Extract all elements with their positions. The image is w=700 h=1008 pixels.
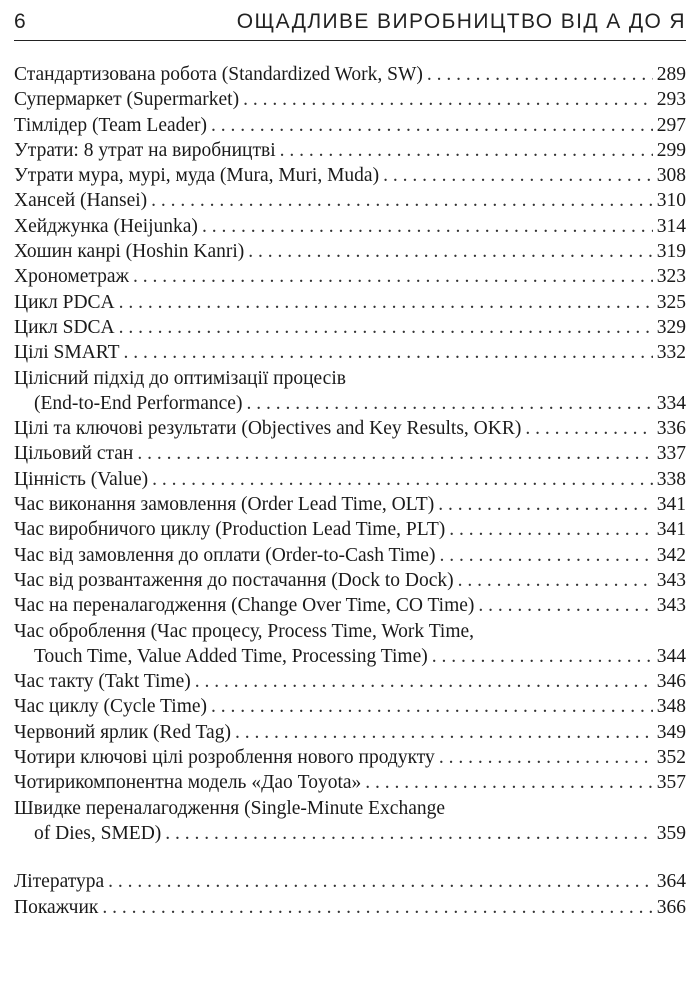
toc-entry-page: 343 <box>656 569 686 591</box>
dot-leader <box>195 669 653 694</box>
toc-entry[interactable] <box>14 315 686 340</box>
dot-leader <box>458 568 653 593</box>
toc-entry-page: 293 <box>656 89 686 111</box>
toc-entry-page: 341 <box>656 494 686 516</box>
toc-entry-page: 366 <box>656 896 686 918</box>
toc-entry-title: Стандартизована робота (Standardized Work, SW) <box>14 64 423 85</box>
dot-leader <box>133 264 653 289</box>
toc-entry[interactable] <box>14 492 686 517</box>
toc-entry[interactable] <box>14 264 686 289</box>
toc-entry[interactable] <box>14 62 686 87</box>
toc-entry-title: Час такту (Takt Time) <box>14 671 191 693</box>
toc-entry-page: 342 <box>656 544 686 566</box>
toc-entry-title: Час циклу (Cycle Time) <box>14 696 208 718</box>
toc-entry-page: 344 <box>656 645 686 667</box>
toc-entry-page: 319 <box>656 241 686 263</box>
toc-entry[interactable] <box>14 543 686 568</box>
toc-entry-page: 364 <box>656 871 686 893</box>
toc-entry-page: 349 <box>656 721 686 743</box>
toc-entry[interactable] <box>14 517 686 542</box>
toc-entry[interactable] <box>14 87 686 112</box>
toc-entry[interactable] <box>14 568 686 593</box>
toc-entry[interactable] <box>14 720 686 745</box>
section-gap <box>14 846 686 869</box>
toc-entry-title: Час від замовлення до оплати (Order-to-Cash Time) <box>14 544 436 566</box>
toc-entry-title: Час виконання замовлення (Order Lead Time, OLT) <box>14 494 435 516</box>
toc-entry-page: 337 <box>656 443 686 465</box>
toc-entry[interactable] <box>14 869 686 894</box>
toc-entry[interactable] <box>14 163 686 188</box>
toc-entry-page: 323 <box>656 266 686 288</box>
dot-leader <box>137 441 652 466</box>
toc-entry-page: 325 <box>656 291 686 313</box>
dot-leader <box>211 113 653 138</box>
toc-entry-title: Утрати мура, мурі, муда (Mura, Muri, Muda) <box>14 165 380 187</box>
toc-entry-title: Хошин канрі (Hoshin Kanri) <box>14 241 245 263</box>
toc-entry-title: Чотири ключові цілі розроблення нового продукту <box>14 747 435 769</box>
toc-entry-title: Література <box>14 871 105 893</box>
dot-leader <box>439 745 653 770</box>
toc-entry[interactable] <box>14 290 686 315</box>
toc-entry-page: 357 <box>656 772 686 794</box>
toc-entry[interactable] <box>14 340 686 365</box>
running-title: ОЩАДЛИВЕ ВИРОБНИЦТВО ВІД А ДО Я <box>236 10 686 33</box>
toc-entry[interactable] <box>14 239 686 264</box>
toc-entry[interactable] <box>14 113 686 138</box>
toc-entry-page: 341 <box>656 519 686 541</box>
dot-leader <box>102 895 652 920</box>
toc-entry[interactable] <box>14 188 686 213</box>
dot-leader <box>152 467 653 492</box>
dot-leader <box>124 340 653 365</box>
dot-leader <box>438 492 653 517</box>
toc-entry[interactable] <box>14 619 686 670</box>
toc-entry-page: 332 <box>656 342 686 364</box>
toc-entry[interactable] <box>14 745 686 770</box>
toc-entry-title-continuation: Touch Time, Value Added Time, Processing Time) <box>34 645 428 667</box>
toc-entry-title: Час оброблення (Час процесу, Process Time, Work Time, <box>14 620 475 642</box>
toc-entry[interactable] <box>14 138 686 163</box>
toc-entry-title: Цілі та ключові результати (Objectives and Key Results, OKR) <box>14 418 522 440</box>
toc-entry[interactable] <box>14 441 686 466</box>
toc-entry-page: 329 <box>656 316 686 338</box>
dot-leader <box>427 62 653 87</box>
toc-entry-page: 308 <box>656 165 686 187</box>
toc-entry-title-continuation: of Dies, SMED) <box>34 822 162 844</box>
dot-leader <box>246 391 652 416</box>
toc-entry-title: Покажчик <box>14 896 99 918</box>
toc-entry-page: 314 <box>656 215 686 237</box>
toc-entry[interactable] <box>14 669 686 694</box>
toc-entry-page: 359 <box>656 822 686 844</box>
dot-leader <box>280 138 653 163</box>
toc-entry-page: 310 <box>656 190 686 212</box>
dot-leader <box>243 87 653 112</box>
toc-entry-page: 346 <box>656 671 686 693</box>
toc-entry-title: Цілісний підхід до оптимізації процесів <box>14 367 346 389</box>
toc-entry-title: Тімлідер (Team Leader) <box>14 114 208 136</box>
toc-entry-page: 336 <box>656 418 686 440</box>
toc-entry-title: Чотирикомпонентна модель «Дао Toyota» <box>14 772 362 794</box>
toc-entry-title: Утрати: 8 утрат на виробництві <box>14 139 276 161</box>
dot-leader <box>432 644 653 669</box>
toc-entry-page: 299 <box>656 139 686 161</box>
toc-entry[interactable] <box>14 416 686 441</box>
toc-entry-title: Час виробничого циклу (Production Lead Time, PLT) <box>14 519 446 541</box>
toc-entry-page: 334 <box>656 392 686 414</box>
toc-entry[interactable] <box>14 366 686 417</box>
toc-entry-title: Цілі SMART <box>14 342 120 364</box>
page-header <box>14 0 686 41</box>
toc-entry[interactable] <box>14 770 686 795</box>
toc-entry[interactable] <box>14 214 686 239</box>
toc-entry[interactable] <box>14 593 686 618</box>
dot-leader <box>439 543 652 568</box>
toc-entry[interactable] <box>14 694 686 719</box>
toc-entry[interactable] <box>14 796 686 847</box>
dot-leader <box>449 517 653 542</box>
dot-leader <box>119 315 653 340</box>
toc-entry-title: Цінність (Value) <box>14 468 149 490</box>
dot-leader <box>383 163 653 188</box>
toc-entry-title: Цикл SDCA <box>14 316 115 338</box>
toc-entry-page: 348 <box>656 696 686 718</box>
dot-leader <box>248 239 652 264</box>
dot-leader <box>202 214 653 239</box>
toc-entry-title: Червоний ярлик (Red Tag) <box>14 721 231 743</box>
dot-leader <box>525 416 652 441</box>
toc-entry-title-continuation: (End-to-End Performance) <box>34 392 243 414</box>
toc-entry-title: Супермаркет (Supermarket) <box>14 89 240 111</box>
toc-entry-page: 338 <box>656 468 686 490</box>
toc-entry[interactable] <box>14 895 686 920</box>
toc-entry-page: 343 <box>656 595 686 617</box>
toc-entry-title: Хейджунка (Heijunka) <box>14 215 198 237</box>
toc-entry[interactable] <box>14 467 686 492</box>
page-number: 6 <box>14 10 26 33</box>
toc-entry-title: Хансей (Hansei) <box>14 190 148 212</box>
dot-leader <box>151 188 653 213</box>
toc-entry-title: Хронометраж <box>14 266 130 288</box>
dot-leader <box>211 694 653 719</box>
dot-leader <box>365 770 652 795</box>
toc-entry-page: 297 <box>656 114 686 136</box>
toc-entry-title: Час від розвантаження до постачання (Dock to Dock) <box>14 569 454 591</box>
table-of-contents <box>14 62 686 920</box>
toc-entry-page: 352 <box>656 747 686 769</box>
dot-leader <box>478 593 652 618</box>
dot-leader <box>119 290 653 315</box>
toc-entry-title: Швидке переналагодження (Single-Minute Exchange <box>14 797 446 819</box>
toc-entry-title: Цільовий стан <box>14 443 134 465</box>
dot-leader <box>108 869 653 894</box>
toc-entry-page: 289 <box>656 64 686 85</box>
toc-entry-title: Час на переналагодження (Change Over Time, CO Time) <box>14 595 475 617</box>
dot-leader <box>165 821 652 846</box>
dot-leader <box>235 720 653 745</box>
toc-entry-title: Цикл PDCA <box>14 291 115 313</box>
